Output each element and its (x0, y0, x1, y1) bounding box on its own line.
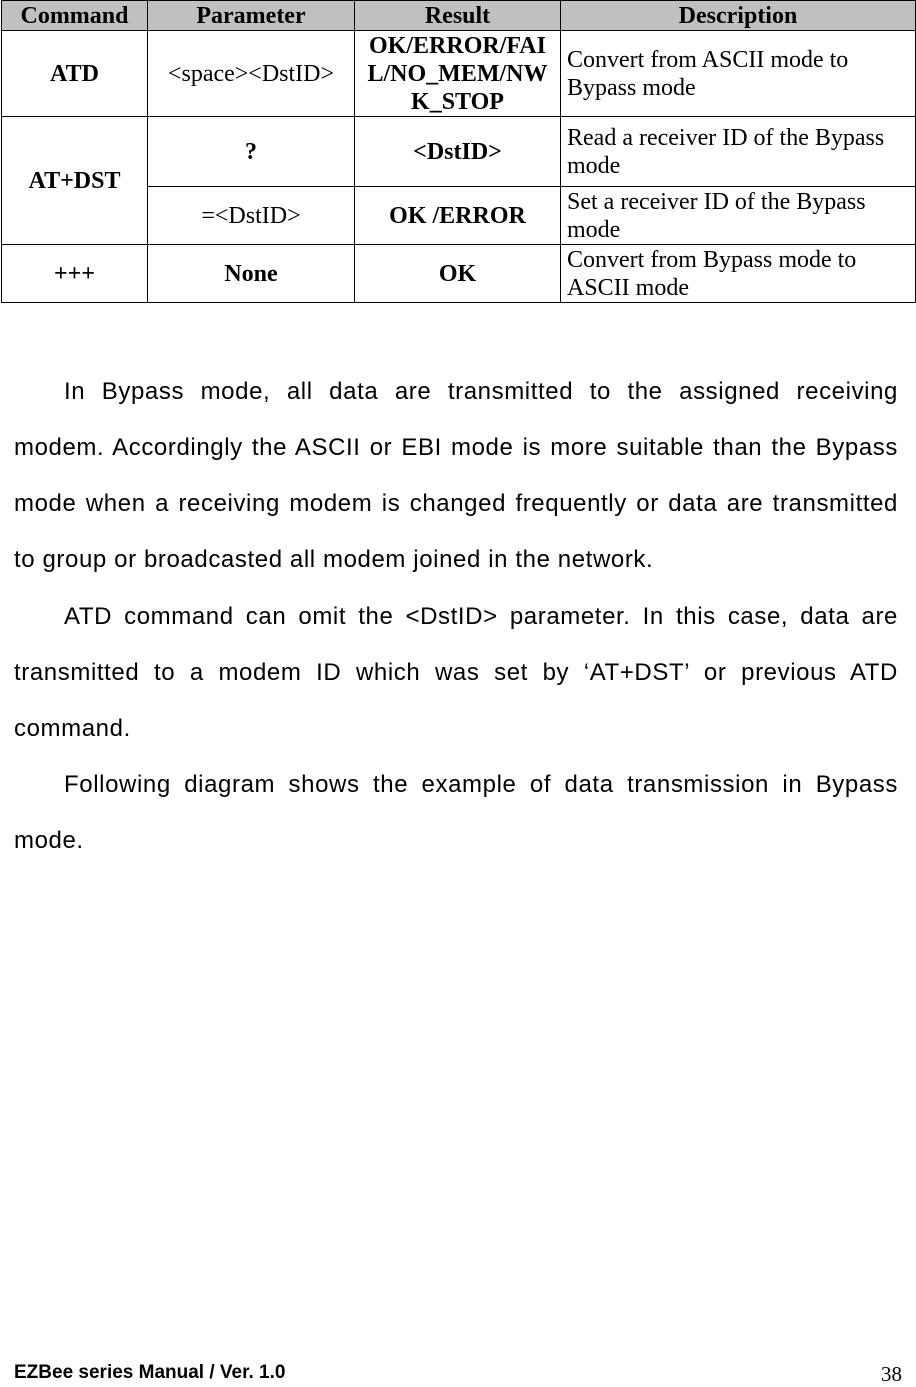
header-description: Description (561, 1, 916, 31)
header-result: Result (355, 1, 561, 31)
result-cell: <DstID> (355, 117, 561, 187)
command-cell: +++ (2, 245, 148, 303)
parameter-cell: =<DstID> (148, 187, 355, 245)
result-cell: OK/ERROR/FAIL/NO_MEM/NWK_STOP (355, 31, 561, 117)
table-row (2, 31, 916, 117)
table-header-row (2, 1, 916, 31)
parameter-cell: <space><DstID> (148, 31, 355, 117)
paragraph-atd-omit: ATD command can omit the <DstID> parameter. In this case, data are transmitted to a modem ID which was set by ‘AT+DST’ or previous ATD command. (14, 603, 898, 742)
command-table (1, 0, 916, 303)
header-parameter: Parameter (148, 1, 355, 31)
paragraph-diagram-intro: Following diagram shows the example of data transmission in Bypass mode. (14, 771, 898, 854)
description-cell: Convert from ASCII mode to Bypass mode (561, 31, 916, 117)
table-row (2, 117, 916, 187)
result-cell: OK /ERROR (355, 187, 561, 245)
parameter-cell: None (148, 245, 355, 303)
table-row (2, 245, 916, 303)
parameter-cell: ? (148, 117, 355, 187)
description-cell: Set a receiver ID of the Bypass mode (561, 187, 916, 245)
page-number: 38 (881, 1362, 902, 1386)
paragraph-bypass-intro: In Bypass mode, all data are transmitted to the assigned receiving modem. Accordingly the ASCII or EBI mode is more suitable than the Bypass mode when a receiving modem is changed frequently or data are transmitted to group or broadcasted all modem joined in the network. (14, 378, 898, 573)
command-cell: AT+DST (2, 117, 148, 245)
result-cell: OK (355, 245, 561, 303)
description-cell: Read a receiver ID of the Bypass mode (561, 117, 916, 187)
footer-manual-title: EZBee series Manual / Ver. 1.0 (14, 1362, 286, 1383)
description-cell: Convert from Bypass mode to ASCII mode (561, 245, 916, 303)
command-cell: ATD (2, 31, 148, 117)
header-command: Command (2, 1, 148, 31)
